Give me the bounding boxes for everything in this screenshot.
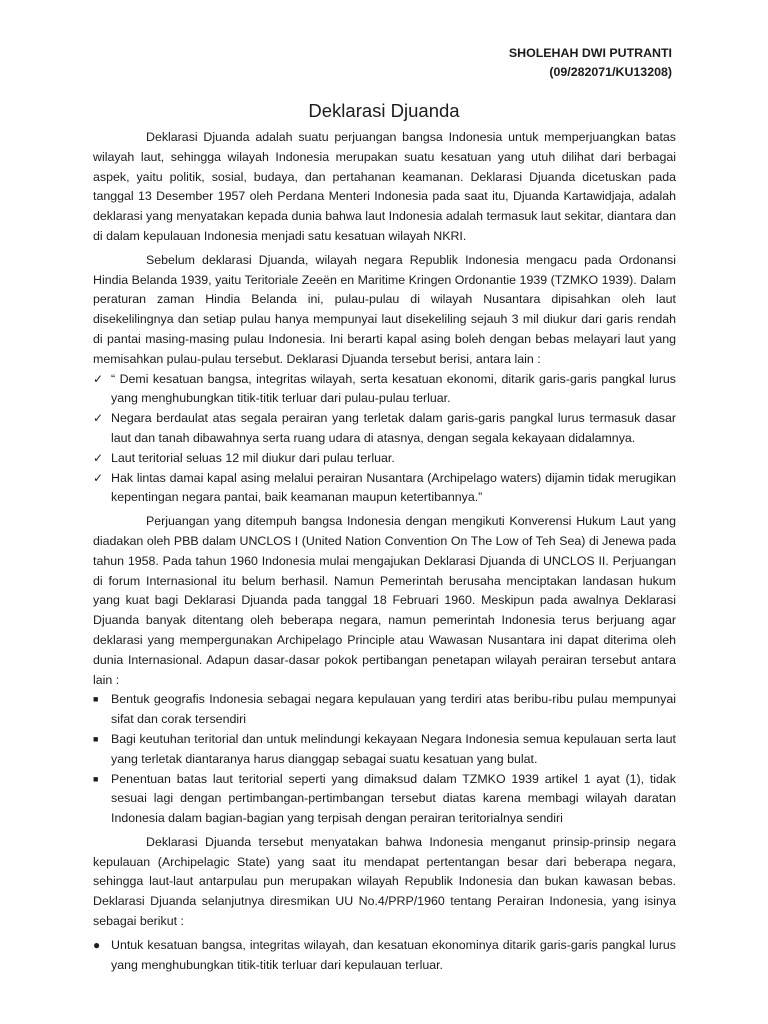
law-content-list bbox=[93, 936, 676, 976]
author-name: SHOLEHAH DWI PUTRANTI bbox=[508, 46, 672, 60]
check-icon: ✓ bbox=[93, 470, 104, 485]
list-item-text: Bentuk geografis Indonesia sebagai negara kepulauan yang terdiri atas beribu-ribu pulau mempunyai sifat dan corak tersendiri bbox=[111, 692, 676, 727]
list-item bbox=[93, 730, 676, 770]
document-title: Deklarasi Djuanda bbox=[308, 100, 460, 121]
list-item bbox=[93, 469, 676, 509]
check-icon: ✓ bbox=[93, 411, 104, 426]
list-item-text: Untuk kesatuan bangsa, integritas wilayah, dan kesatuan ekonominya ditarik garis-garis pangkal lurus yang menghubungkan titik-titik terluar dari kepulauan terluar. bbox=[111, 937, 676, 972]
paragraph-intro: Deklarasi Djuanda adalah suatu perjuangan bangsa Indonesia untuk memperjuangkan batas wilayah laut, sehingga wilayah Indonesia merupakan suatu kesatuan yang utuh dilihat dari berbagai aspek, yaitu politik, sosial, budaya, dan pertahanan keamanan. Deklarasi Djuanda dicetuskan pada tanggal 13 Desember 1957 oleh Perdana Menteri Indonesia pada saat itu, Djuanda Kartawidjaja, adalah deklarasi yang menyatakan kepada dunia bahwa laut Indonesia adalah termasuk laut sekitar, diantara dan di dalam kepulauan Indonesia menjadi satu kesatuan wilayah NKRI. bbox=[93, 130, 676, 243]
list-item-text: “ Demi kesatuan bangsa, integritas wilayah, serta kesatuan ekonomi, ditarik garis-garis pangkal lurus yang menghubungkan titik-titik terluar dari pulau-pulau terluar. bbox=[111, 371, 676, 406]
paragraph-archipelagic-state: Deklarasi Djuanda tersebut menyatakan bahwa Indonesia menganut prinsip-prinsip negara kepulauan (Archipelagic State) yang saat itu mendapat pertentangan besar dari beberapa negara, sehingga laut-laut antarpulau pun merupakan wilayah Republik Indonesia dan bukan kawasan bebas. Deklarasi Djuanda selanjutnya diresmikan UU No.4/PRP/1960 tentang Perairan Indonesia, yang isinya sebagai berikut : bbox=[93, 834, 676, 929]
list-item bbox=[93, 690, 676, 730]
author-id: (09/282071/KU13208) bbox=[549, 65, 672, 79]
list-item-text: Laut teritorial seluas 12 mil diukur dari pulau terluar. bbox=[111, 450, 395, 465]
square-bullet-icon: ■ bbox=[93, 773, 99, 784]
check-icon: ✓ bbox=[93, 371, 104, 386]
list-item bbox=[93, 370, 676, 410]
list-item bbox=[93, 449, 676, 469]
paragraph-struggle: Perjuangan yang ditempuh bangsa Indonesia dengan mengikuti Konverensi Hukum Laut yang diadakan oleh PBB dalam UNCLOS I (United Nation Convention On The Low of Teh Sea) di Jenewa pada tahun 1958. Pada tahun 1960 Indonesia mulai mengajukan Deklarasi Djuanda di UNCLOS II. Perjuangan di forum Internasional itu belum berhasil. Namun Pemerintah berusaha menciptakan landasan hukum yang kuat bagi Deklarasi Djuanda pada tanggal 18 Februari 1960. Meskipun pada awalnya Deklarasi Djuanda banyak ditentang oleh beberapa negara, namun pemerintah Indonesia terus berjuang agar deklarasi yang mempergunakan Archipelago Principle atau Wawasan Nusantara ini dapat diterima oleh dunia Internasional. Adapun dasar-dasar pokok pertibangan penetapan wilayah perairan tersebut antara lain : bbox=[93, 514, 676, 687]
author-block bbox=[509, 44, 672, 82]
basic-considerations-list bbox=[93, 690, 676, 829]
paragraph-before-declaration: Sebelum deklarasi Djuanda, wilayah negara Republik Indonesia mengacu pada Ordonansi Hindia Belanda 1939, yaitu Teritoriale Zeeën en Maritime Kringen Ordonantie 1939 (TZMKO 1939). Dalam peraturan zaman Hindia Belanda ini, pulau-pulau di wilayah Nusantara dipisahkan oleh laut disekelilingnya dan setiap pulau hanya mempunyai laut disekeliling sejauh 3 mil diukur dari garis rendah di pantai masing-masing pulau Indonesia. Ini berarti kapal asing boleh dengan bebas melayari laut yang memisahkan pulau-pulau tersebut. Deklarasi Djuanda tersebut berisi, antara lain : bbox=[93, 252, 676, 366]
document-body bbox=[93, 128, 676, 975]
declaration-content-list bbox=[93, 370, 676, 509]
dot-bullet-icon: ● bbox=[93, 937, 101, 952]
list-item-text: Negara berdaulat atas segala perairan yang terletak dalam garis-garis pangkal lurus termasuk dasar laut dan tanah dibawahnya serta ruang udara di atasnya, dengan segala kekayaan didalamnya. bbox=[111, 411, 676, 445]
square-bullet-icon: ■ bbox=[93, 694, 99, 705]
list-item bbox=[93, 770, 676, 829]
list-item bbox=[93, 936, 676, 976]
square-bullet-icon: ■ bbox=[93, 733, 99, 744]
list-item-text: Hak lintas damai kapal asing melalui perairan Nusantara (Archipelago waters) dijamin tidak merugikan kepentingan negara pantai, baik keamanan maupun ketertibannya.” bbox=[111, 470, 676, 505]
list-item-text: Penentuan batas laut teritorial seperti yang dimaksud dalam TZMKO 1939 artikel 1 ayat (1), tidak sesuai lagi dengan pertimbangan-pertimbangan tersebut diatas karena membagi wilayah daratan Indonesia dalam bagian-bagian yang terpisah dengan perairan teritorialnya sendiri bbox=[111, 771, 676, 826]
list-item bbox=[93, 409, 676, 449]
check-icon: ✓ bbox=[93, 450, 104, 465]
list-item-text: Bagi keutuhan teritorial dan untuk melindungi kekayaan Negara Indonesia semua kepulauan serta laut yang terletak diantaranya harus dianggap sebagai suatu kesatuan yang bulat. bbox=[111, 731, 676, 766]
